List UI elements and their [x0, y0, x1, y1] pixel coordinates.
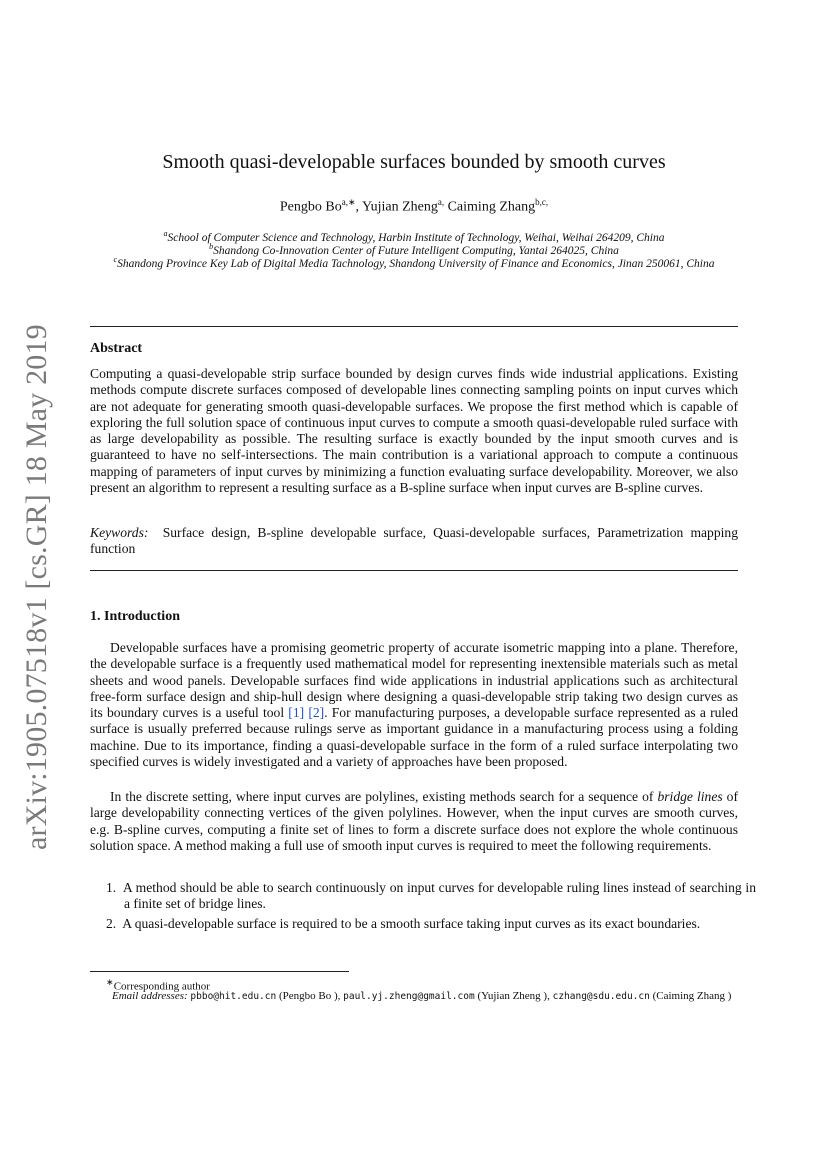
author-mark: a,	[437, 197, 445, 207]
abstract-bottom-rule	[90, 570, 738, 571]
abstract-heading: Abstract	[90, 341, 143, 356]
arxiv-identifier: arXiv:1905.07518v1 [cs.GR] 18 May 2019	[20, 324, 53, 850]
section-heading-introduction: 1. Introduction	[90, 609, 180, 624]
email-link[interactable]: pbbo@hit.edu.cn	[190, 991, 277, 1002]
footnote-mark: ∗	[106, 977, 114, 987]
citation-link[interactable]: [1]	[288, 705, 305, 721]
paragraph-text: Developable surfaces have a promising geometric property of accurate isometric mapping into a plane. Therefore, the developable surface is a frequently used mathematical model for representing inextensible materials such as metal sheets and wood panels. Developable surfaces find wide applications in industrial applications such as architectural free-form surface design and ship-hull design where designing a quasi-developable strip taking two design curves as its boundary curves is a useful tool	[90, 640, 738, 721]
keywords-label: Keywords:	[90, 525, 149, 540]
keywords-text: Surface design, B-spline developable surface, Quasi-developable surfaces, Parametrization mapping function	[90, 525, 739, 557]
footnote-emails	[90, 990, 738, 1003]
email-owner: (Yujian Zheng ),	[477, 990, 550, 1002]
footnote-rule	[90, 971, 349, 972]
list-text: A quasi-developable surface is required to be a smooth surface taking input curves as its exact boundaries.	[122, 916, 701, 931]
affiliation-text: School of Computer Science and Technology, Harbin Institute of Technology, Weihai, Weihai 264209, China	[167, 231, 665, 244]
list-number: 1.	[106, 880, 117, 895]
paragraph-text: of large developability connecting vertices of the given polylines. However, when the input curves are smooth curves, e.g. B-spline curves, computing a finite set of lines to form a discrete surface does not explore the whole continuous solution space. A method making a full use of smooth input curves is required to meet the following requirements.	[90, 789, 738, 853]
email-label: Email addresses:	[112, 990, 188, 1002]
author-mark: a,∗	[341, 197, 356, 207]
intro-paragraph-1	[90, 640, 738, 770]
list-text: A method should be able to search continuously on input curves for developable ruling lines instead of searching in a finite set of bridge lines.	[122, 880, 757, 912]
paragraph-text: In the discrete setting, where input curves are polylines, existing methods search for a sequence of	[110, 789, 658, 804]
author-name: Caiming Zhang	[447, 199, 536, 215]
abstract-text: Computing a quasi-developable strip surface bounded by design curves finds wide industrial applications. Existing methods compute discrete surfaces composed of developable lines connecting sampling points on input curves which are not adequate for generating smooth quasi-developable surfaces. We propose the first method which is capable of exploring the full solution space of continuous input curves to compute a smooth quasi-developable ruled surface with as large developability as possible. The resulting surface is exactly bounded by the input smooth curves and is guaranteed to have no self-intersections. The main contribution is a variational approach to compute a continuous mapping of parameters of input curves by minimizing a function evaluating surface developability. Moreover, we also present an algorithm to represent a resulting surface as a B-spline surface when input curves are B-spline curves.	[90, 366, 738, 496]
abstract-top-rule	[90, 326, 738, 327]
affiliation-mark: b	[209, 242, 214, 251]
author-list: Pengbo $Bo^{a,∗}$, Yujian Zheng$^{a,}$ Caiming Zhang$^{b,c,}$	[279, 197, 549, 215]
requirement-list-item	[106, 916, 756, 932]
email-link[interactable]: paul.yj.zheng@gmail.com	[343, 991, 475, 1002]
email-owner: (Caiming Zhang )	[652, 990, 732, 1002]
affiliation-text: Shandong Co-Innovation Center of Future Intelligent Computing, Yantai 264025, China	[213, 244, 619, 257]
affiliation-mark: c	[113, 255, 118, 264]
affiliation-text: Shandong Province Key Lab of Digital Media Tachnology, Shandong University of Finance and Economics, Jinan 250061, China	[117, 257, 715, 270]
citation-link[interactable]: [2]	[308, 705, 325, 721]
email-owner: (Pengbo Bo ),	[278, 990, 341, 1002]
paper-title: Smooth quasi-developable surfaces bounded by smooth curves	[162, 151, 666, 173]
emphasis-text: bridge lines	[657, 789, 723, 804]
paragraph-text: . For manufacturing purposes, a developable surface represented as a ruled surface is usually preferred because rulings serve as important guidance in a manufacturing process using a folding machine. Due to its importance, finding a quasi-developable surface in the form of a ruled surface interpolating two specified curves is widely investigated and a variety of approaches have been proposed.	[90, 705, 739, 770]
author-name: Yujian Zheng	[362, 199, 438, 215]
footnote-text: Corresponding author	[113, 980, 210, 993]
affiliation	[88, 253, 740, 271]
list-number: 2.	[106, 916, 117, 931]
affiliation-mark: a	[163, 229, 168, 238]
requirement-list-item	[106, 880, 756, 913]
keywords	[90, 525, 738, 558]
author-name: Pengbo Bo	[279, 199, 342, 215]
author-mark: b,c,	[535, 197, 549, 207]
email-link[interactable]: czhang@sdu.edu.cn	[552, 991, 650, 1002]
intro-paragraph-2	[90, 789, 738, 854]
